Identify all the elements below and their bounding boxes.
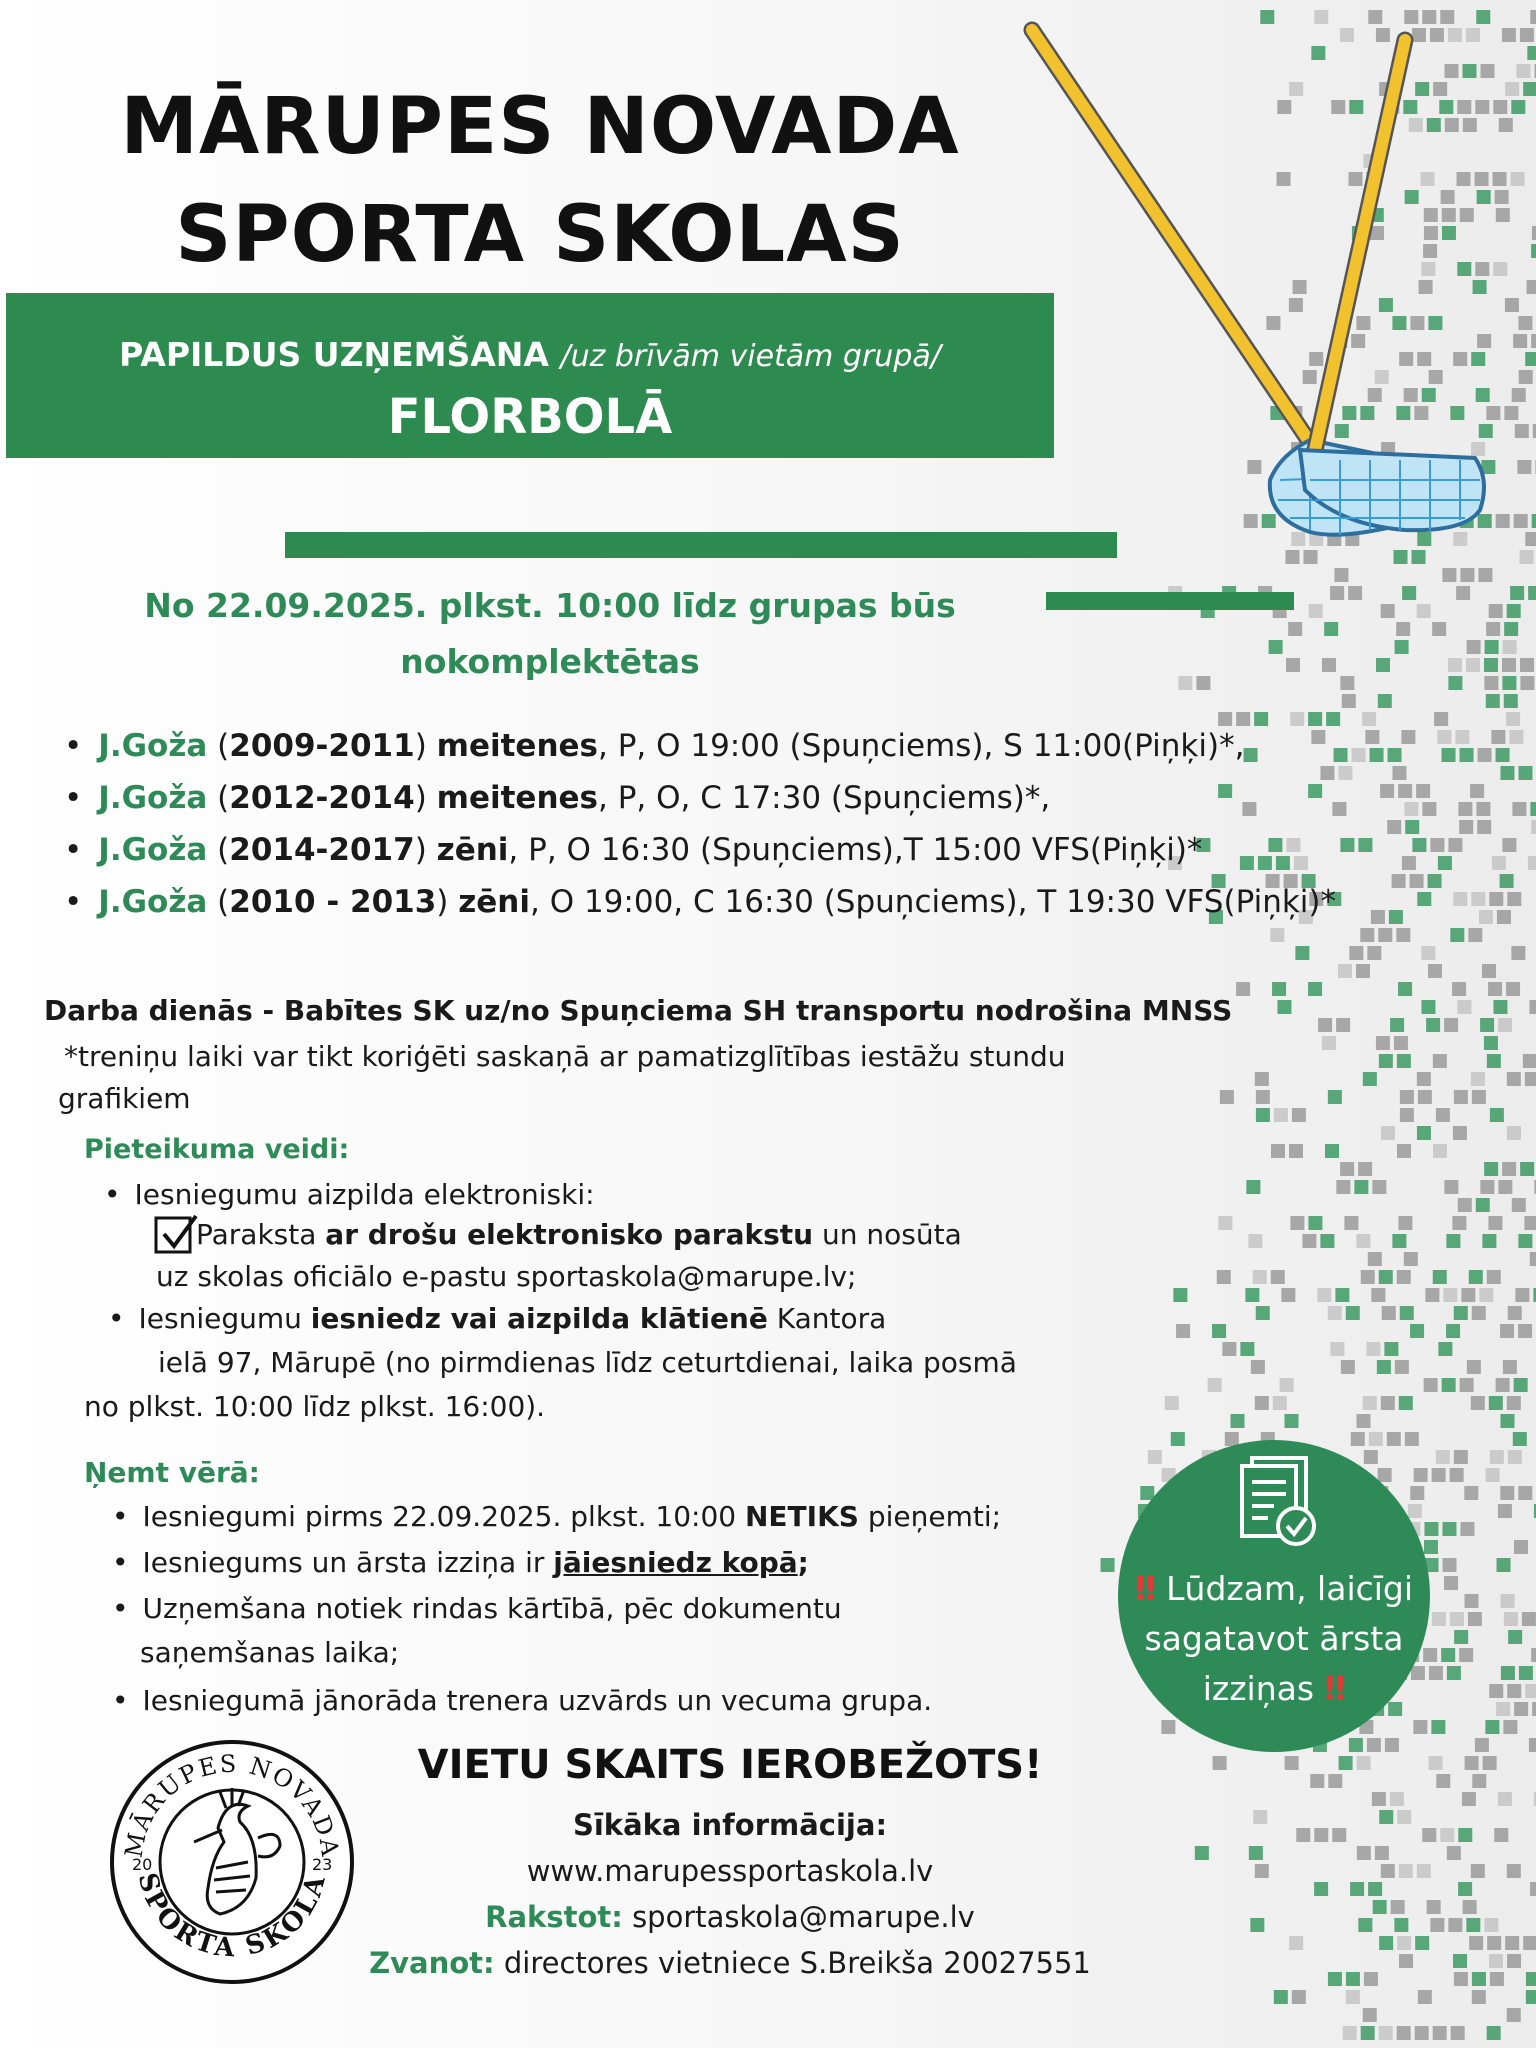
schedule-list <box>64 720 1484 928</box>
checkbox-icon <box>154 1212 194 1252</box>
banner-sport-name: FLORBOLĀ <box>387 389 673 445</box>
schedule-item: • J.Goža (2010 - 2013) zēni, O 19:00, C 16:30 (Spuņciems), T 19:30 VFS(Piņķi)* <box>64 876 1484 928</box>
svg-text:SPORTA SKOLA: SPORTA SKOLA <box>131 1869 333 1964</box>
reminder-line-3: izziņas ‼ <box>1202 1669 1346 1708</box>
notice-item: • Uzņemšana notiek rindas kārtībā, pēc dokumentu <box>112 1592 842 1625</box>
email-link[interactable]: sportaskola@marupe.lv <box>632 1900 975 1934</box>
notice-item: • Iesniegums un ārsta izziņa ir jāiesniedz kopā; <box>112 1546 809 1579</box>
divider-bar-1 <box>285 532 1117 558</box>
reminder-line-2: sagatavot ārsta <box>1144 1619 1404 1658</box>
phone-contact: Zvanot: directores vietniece S.Breikša 20027551 <box>369 1946 1091 1980</box>
divider-bar-2 <box>1046 592 1294 610</box>
schedule-note-line-2: grafikiem <box>58 1082 191 1115</box>
application-heading: Pieteikuma veidi: <box>84 1134 350 1165</box>
application-address-line: ielā 97, Mārupē (no pirmdienas līdz ceturtdienai, laika posmā <box>158 1346 1017 1379</box>
floorball-sticks-illustration <box>1010 10 1530 550</box>
period-line-2: nokomplektētas <box>400 642 700 681</box>
admission-banner <box>6 293 1054 458</box>
schedule-item: • J.Goža (2009-2011) meitenes, P, O 19:00 (Spuņciems), S 11:00(Piņķi)*, <box>64 720 1484 772</box>
svg-text:23: 23 <box>312 1855 333 1874</box>
banner-line-1 <box>6 335 1054 374</box>
website-link[interactable]: www.marupessportaskola.lv <box>526 1854 934 1888</box>
reminder-line-1: ‼ Lūdzam, laicīgi <box>1134 1569 1414 1608</box>
notice-item: • Iesniegumā jānorāda trenera uzvārds un vecuma grupa. <box>112 1684 932 1717</box>
reminder-circle <box>1118 1440 1430 1752</box>
schedule-item: • J.Goža (2014-2017) zēni, P, O 16:30 (Spuņciems),T 15:00 VFS(Piņķi)* <box>64 824 1484 876</box>
notice-item: • Iesniegumi pirms 22.09.2025. plkst. 10:00 NETIKS pieņemti; <box>112 1500 1001 1533</box>
title-line-2: SPORTA SKOLAS <box>175 190 905 280</box>
period-line-1: No 22.09.2025. plkst. 10:00 līdz grupas būs <box>144 586 956 625</box>
transport-info: Darba dienās - Babītes SK uz/no Spuņciema SH transportu nodrošina MNSS <box>44 994 1233 1027</box>
notice-heading: Ņemt vērā: <box>84 1456 260 1489</box>
notice-item-continuation: saņemšanas laika; <box>140 1636 400 1669</box>
banner-admission-text: PAPILDUS UZŅEMŠANA <box>119 335 549 374</box>
svg-text:MĀRUPES NOVADA: MĀRUPES NOVADA <box>119 1749 345 1860</box>
more-info-label: Sīkāka informācija: <box>572 1808 888 1842</box>
application-item-in-person: • Iesniegumu iesniedz vai aizpilda klātienē Kantora <box>108 1302 886 1335</box>
application-item-electronic: • Iesniegumu aizpilda elektroniski: <box>104 1178 595 1211</box>
document-check-icon <box>1238 1454 1322 1554</box>
email-contact: Rakstot: sportaskola@marupe.lv <box>485 1900 975 1934</box>
svg-text:20: 20 <box>132 1855 153 1874</box>
schedule-item: • J.Goža (2012-2014) meitenes, P, O, C 17:30 (Spuņciems)*, <box>64 772 1484 824</box>
stick-right <box>1315 40 1405 450</box>
application-email-line: uz skolas oficiālo e-pastu sportaskola@marupe.lv; <box>156 1260 857 1293</box>
application-sign-line: Paraksta ar drošu elektronisko parakstu un nosūta <box>196 1218 962 1251</box>
banner-free-places-text: /uz brīvām vietām grupā/ <box>560 339 941 374</box>
limited-places-heading: VIETU SKAITS IEROBEŽOTS! <box>417 1742 1043 1788</box>
schedule-note-line-1: *treniņu laiki var tikt koriģēti saskaņā ar pamatizglītības iestāžu stundu <box>64 1040 1066 1073</box>
application-hours-line: no plkst. 10:00 līdz plkst. 16:00). <box>84 1390 546 1423</box>
title-line-1: MĀRUPES NOVADA <box>120 82 960 172</box>
